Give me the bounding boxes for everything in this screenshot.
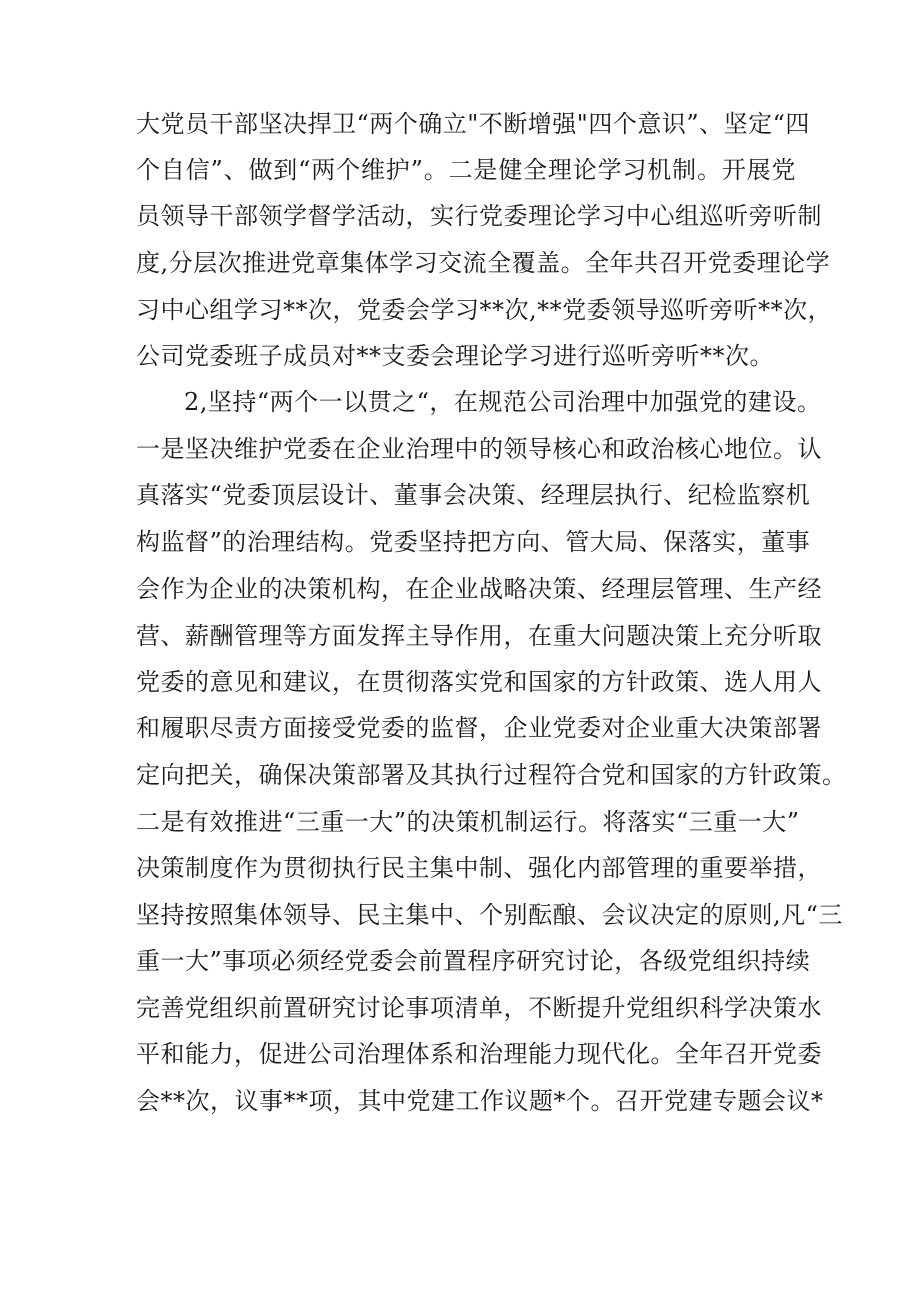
text-line: 公司党委班子成员对**支委会理论学习进行巡听旁听**次。 — [136, 342, 774, 370]
text-line: 大党员干部坚决捍卫“两个确立"不断增强"四个意识”、坚定“四 — [136, 110, 810, 138]
text-line: 平和能力，促进公司治理体系和治理能力现代化。全年召开党委 — [136, 1040, 822, 1068]
text-line: 习中心组学习**次，党委会学习**次,**党委领导巡听旁听**次， — [136, 296, 833, 324]
section-heading-line: 2,坚持“两个一以贯之“，在规范公司治理中加强党的建设。 — [184, 388, 822, 416]
text-line: 会**次，议事**项，其中党建工作议题*个。召开党建专题会议* — [136, 1087, 824, 1115]
text-line: 会作为企业的决策机构，在企业战略决策、经理层管理、生产经 — [136, 575, 822, 603]
text-line: 定向把关，确保决策部署及其执行过程符合党和国家的方针政策。 — [136, 761, 847, 789]
text-line: 完善党组织前置研究讨论事项清单，不断提升党组织科学决策水 — [136, 994, 822, 1022]
text-line: 构监督”的治理结构。党委坚持把方向、管大局、保落实，董事 — [136, 528, 811, 556]
text-line: 一是坚决维护党委在企业治理中的领导核心和政治核心地位。认 — [136, 435, 822, 463]
text-line: 坚持按照集体领导、民主集中、个别酝酿、会议决定的原则,凡“三 — [136, 901, 843, 929]
text-line: 二是有效推进“三重一大”的决策机制运行。将落实“三重一大” — [136, 808, 800, 836]
text-line: 真落实“党委顶层设计、董事会决策、经理层执行、纪检监察机 — [136, 481, 811, 509]
text-line: 和履职尽责方面接受党委的监督，企业党委对企业重大决策部署 — [136, 714, 822, 742]
text-line: 重一大”事项必须经党委会前置程序研究讨论，各级党组织持续 — [136, 947, 811, 975]
text-line: 员领导干部领学督学活动，实行党委理论学习中心组巡听旁听制 — [136, 202, 822, 230]
text-line: 个自信”、做到“两个维护”。二是健全理论学习机制。开展党 — [136, 156, 796, 184]
text-line: 决策制度作为贯彻执行民主集中制、强化内部管理的重要举措， — [136, 854, 822, 882]
text-line: 营、薪酬管理等方面发挥主导作用，在重大问题决策上充分听取 — [136, 622, 822, 650]
text-line: 党委的意见和建议，在贯彻落实党和国家的方针政策、选人用人 — [136, 668, 822, 696]
text-line: 度,分层次推进党章集体学习交流全覆盖。全年共召开党委理论学 — [136, 249, 831, 277]
